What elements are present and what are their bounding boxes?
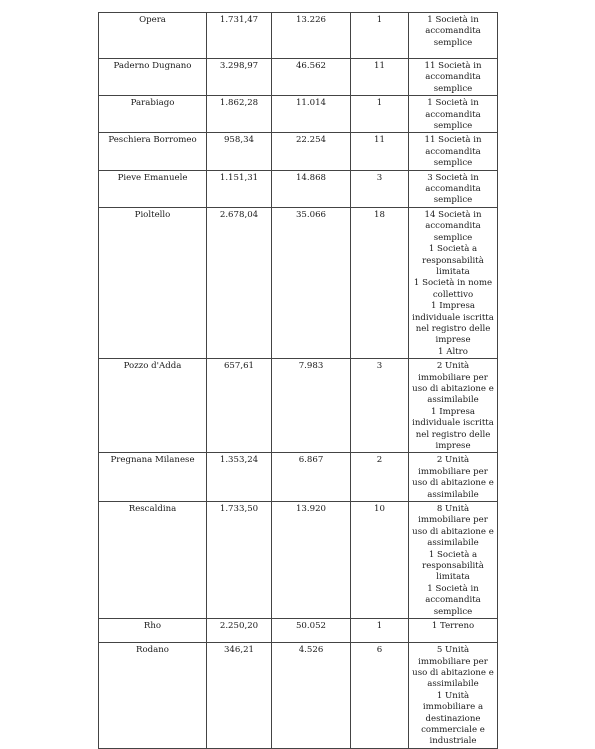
cell-col4: 10 (351, 502, 409, 619)
cell-comune: Paderno Dugnano (99, 59, 207, 96)
table-row (99, 453, 498, 502)
cell-col2: 657,61 (207, 359, 272, 453)
table-row (99, 59, 498, 96)
cell-details (409, 96, 498, 133)
cell-comune: Peschiera Borromeo (99, 133, 207, 170)
table-row (99, 170, 498, 207)
cell-col4: 3 (351, 359, 409, 453)
cell-col4: 11 (351, 59, 409, 96)
cell-details (409, 133, 498, 170)
table-row (99, 502, 498, 619)
detail-line: 1 Altro (438, 346, 468, 357)
cell-col3: 22.254 (272, 133, 351, 170)
detail-line: 1 Società a responsabilità limitata (422, 549, 484, 583)
cell-col3: 11.014 (272, 96, 351, 133)
cell-col3: 14.868 (272, 170, 351, 207)
detail-line: 1 Impresa individuale iscritta nel registro delle imprese (412, 406, 494, 451)
cell-col4: 11 (351, 133, 409, 170)
cell-details (409, 619, 498, 643)
cell-col3: 7.983 (272, 359, 351, 453)
detail-line: 11 Società in accomandita semplice (424, 135, 482, 169)
cell-details (409, 59, 498, 96)
cell-col2: 3.298,97 (207, 59, 272, 96)
cell-col2: 958,34 (207, 133, 272, 170)
cell-col3: 50.052 (272, 619, 351, 643)
detail-line: 11 Società in accomandita semplice (424, 61, 482, 94)
cell-details (409, 502, 498, 619)
cell-comune: Rho (99, 619, 207, 643)
cell-details (409, 13, 498, 59)
detail-line: 8 Unità immobiliare per uso di abitazione e assimilabile (412, 504, 494, 549)
cell-col4: 1 (351, 619, 409, 643)
detail-line: 3 Società in accomandita semplice (425, 172, 481, 206)
table-row (99, 643, 498, 749)
cell-comune: Pieve Emanuele (99, 170, 207, 207)
cell-col3: 4.526 (272, 643, 351, 749)
cell-comune: Pregnana Milanese (99, 453, 207, 502)
table-row (99, 207, 498, 358)
detail-line: 1 Società a responsabilità limitata (422, 244, 484, 277)
cell-col3: 6.867 (272, 453, 351, 502)
cell-col4: 3 (351, 170, 409, 207)
cell-details (409, 643, 498, 749)
cell-col4: 1 (351, 13, 409, 59)
detail-line: 1 Società in nome collettivo (413, 278, 493, 300)
detail-line: 2 Unità immobiliare per uso di abitazione e assimilabile (412, 455, 494, 500)
cell-col3: 13.226 (272, 13, 351, 59)
cell-col2: 2.250,20 (207, 619, 272, 643)
detail-line: 1 Terreno (431, 621, 475, 632)
cell-comune: Pozzo d'Adda (99, 359, 207, 453)
cell-col3: 13.920 (272, 502, 351, 619)
cell-col2: 1.733,50 (207, 502, 272, 619)
cell-comune: Rodano (99, 643, 207, 749)
cell-col3: 35.066 (272, 207, 351, 358)
detail-line: 14 Società in accomandita semplice (424, 209, 482, 243)
cell-col4: 18 (351, 207, 409, 358)
table-row (99, 96, 498, 133)
cell-col2: 1.731,47 (207, 13, 272, 59)
cell-details (409, 359, 498, 453)
cell-col4: 6 (351, 643, 409, 749)
table-row (99, 13, 498, 59)
table-body (99, 13, 498, 749)
comuni-table (98, 12, 498, 749)
cell-col2: 1.353,24 (207, 453, 272, 502)
cell-comune: Opera (99, 13, 207, 59)
cell-details (409, 453, 498, 502)
cell-col4: 2 (351, 453, 409, 502)
cell-col2: 2.678,04 (207, 207, 272, 358)
cell-comune: Rescaldina (99, 502, 207, 619)
detail-line: 1 Società in accomandita semplice (425, 98, 481, 132)
detail-line: 1 Unità immobiliare a destinazione commerciale e industriale (421, 690, 485, 747)
cell-col4: 1 (351, 96, 409, 133)
cell-col2: 346,21 (207, 643, 272, 749)
cell-col3: 46.562 (272, 59, 351, 96)
table-row (99, 619, 498, 643)
detail-line: 1 Società in accomandita semplice (425, 583, 481, 617)
cell-col2: 1.862,28 (207, 96, 272, 133)
detail-line: 2 Unità immobiliare per uso di abitazione e assimilabile (412, 361, 494, 406)
cell-details (409, 207, 498, 358)
detail-line: 1 Società in accomandita semplice (425, 15, 481, 48)
cell-comune: Pioltello (99, 207, 207, 358)
detail-line: 1 Impresa individuale iscritta nel registro delle imprese (412, 301, 494, 346)
table-row (99, 133, 498, 170)
detail-line: 5 Unità immobiliare per uso di abitazione e assimilabile (412, 645, 494, 690)
cell-details (409, 170, 498, 207)
cell-comune: Parabiago (99, 96, 207, 133)
cell-col2: 1.151,31 (207, 170, 272, 207)
table-row (99, 359, 498, 453)
